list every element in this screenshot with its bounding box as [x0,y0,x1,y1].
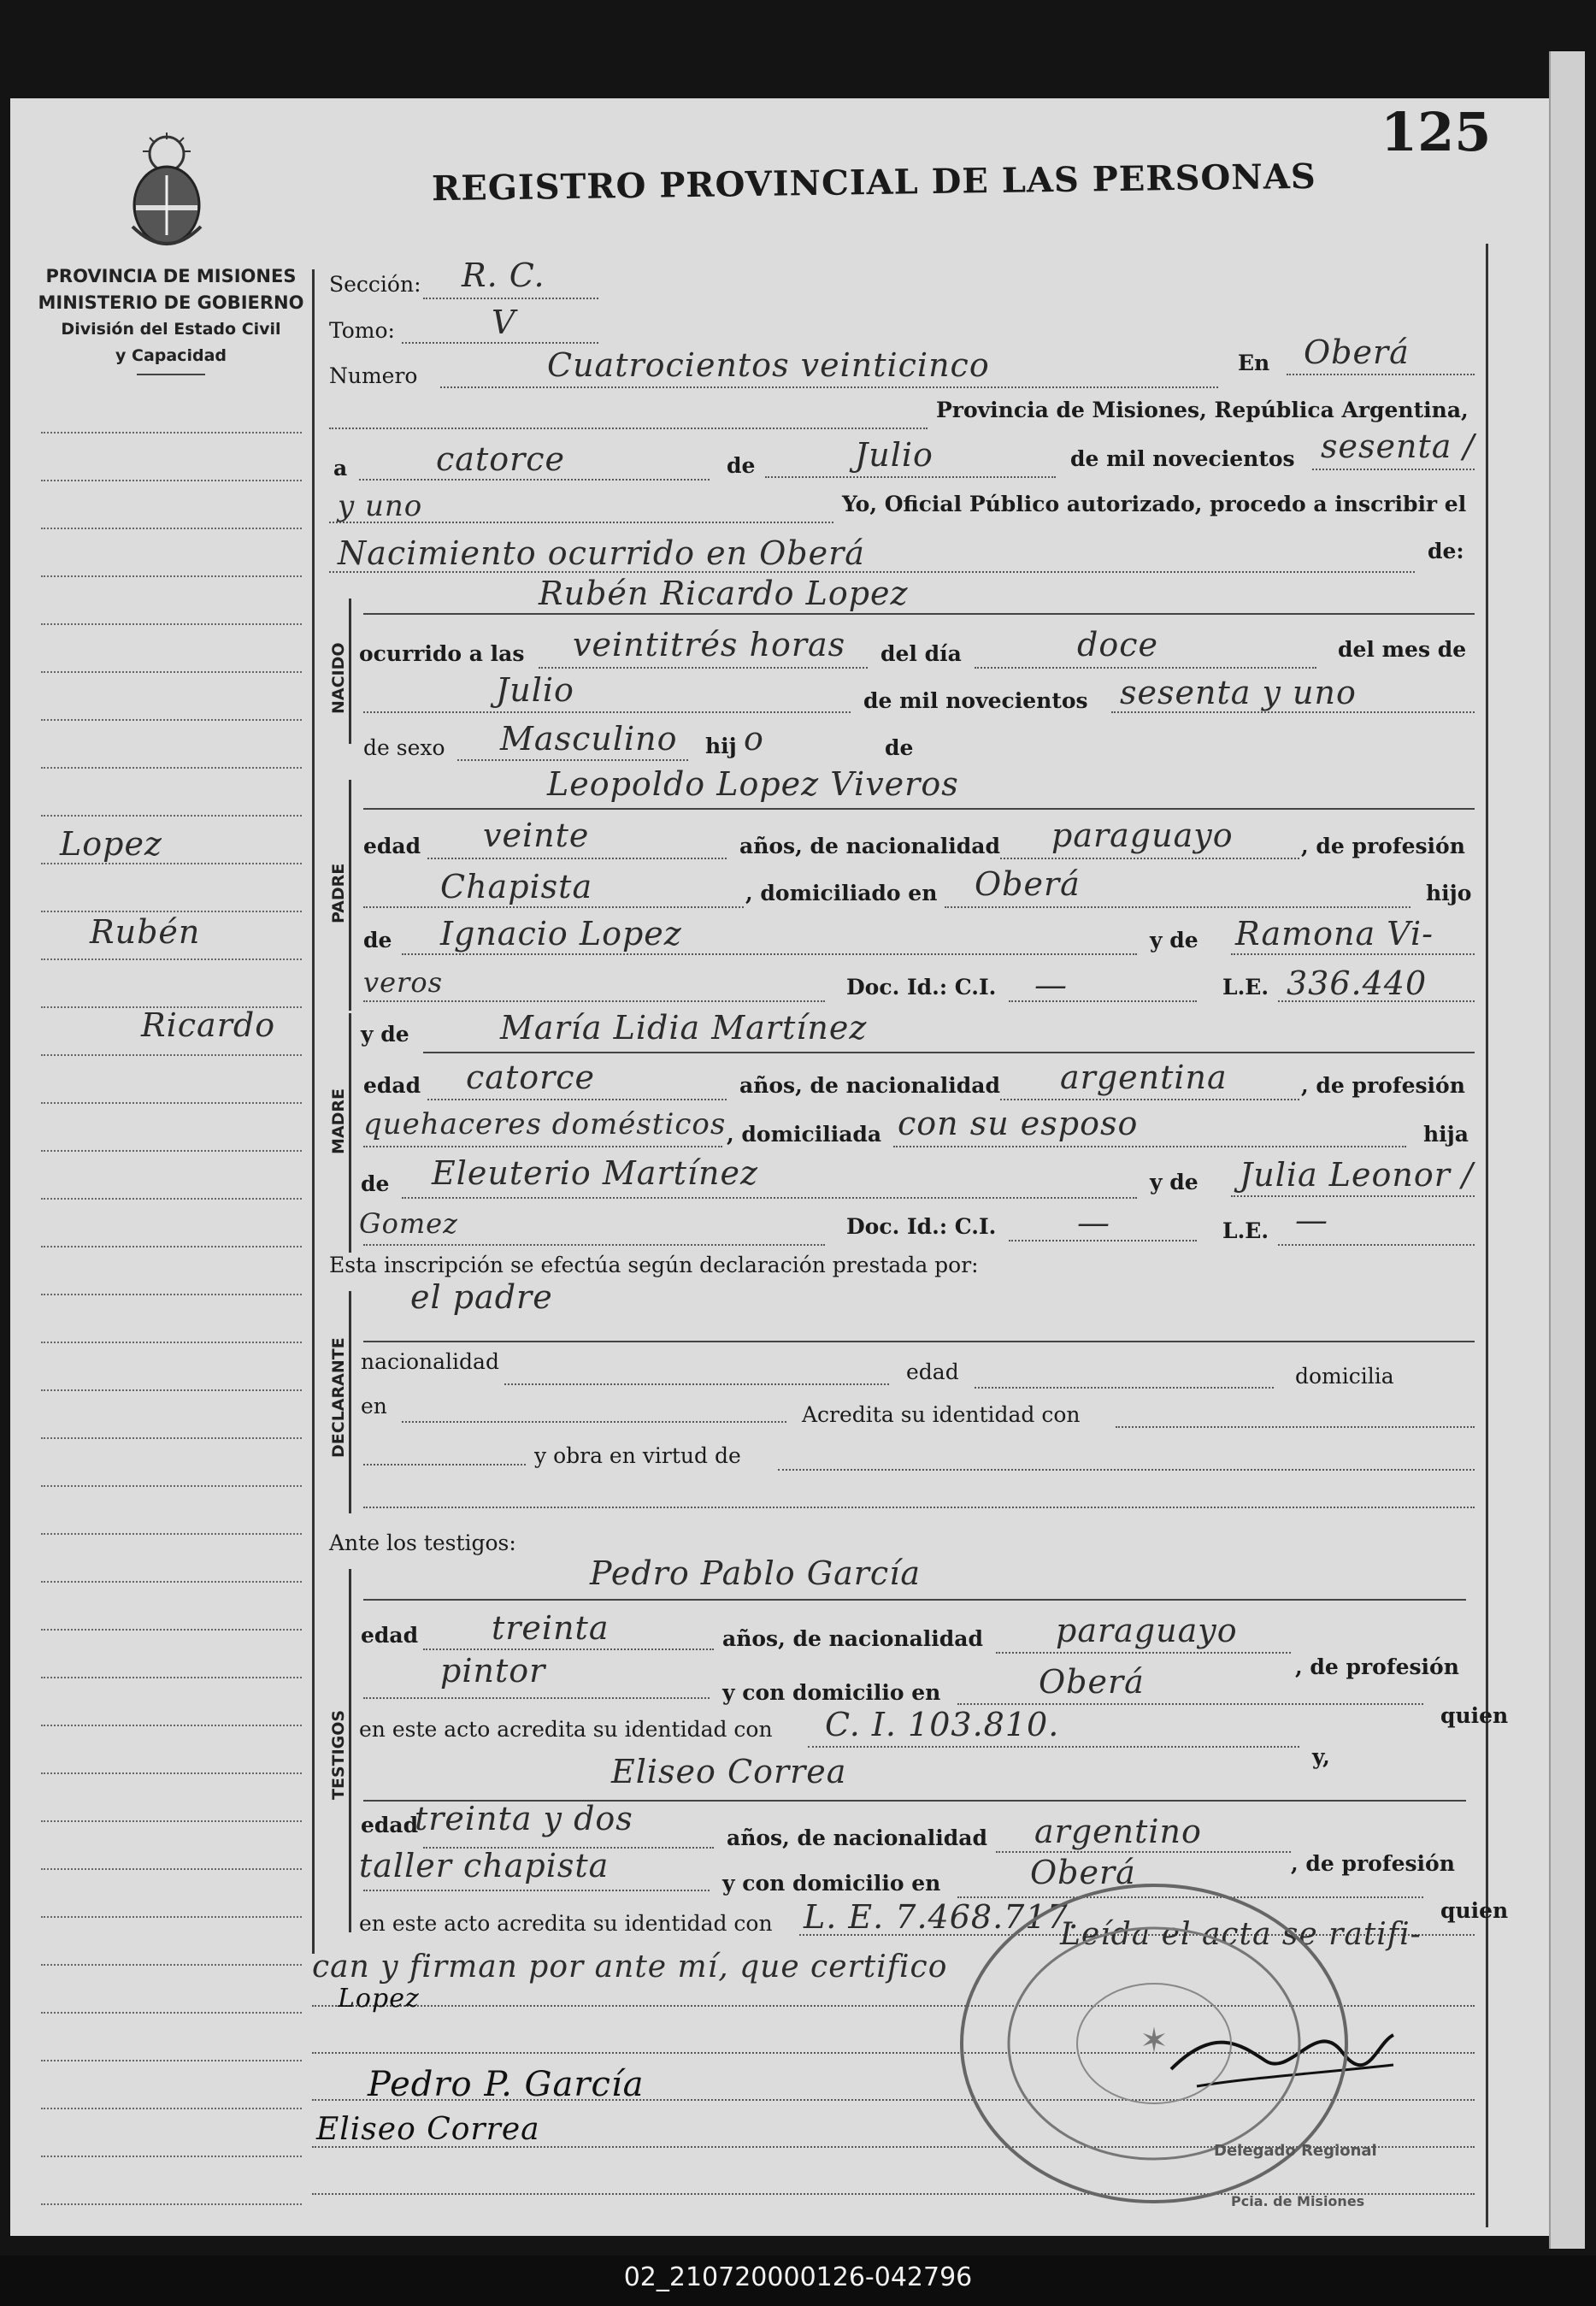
label-tomo: Tomo: [329,318,395,343]
field-line [427,1099,727,1100]
field-line [363,711,851,713]
field-line [423,1648,714,1650]
left-header-line: y Capacidad [115,346,227,365]
hw-madre-madre-b: Gomez [359,1207,458,1240]
hw-padre-madre-b: veros [363,966,443,999]
margin-line [41,1342,302,1343]
coat-of-arms-icon [124,133,209,252]
label-nacionalidad: nacionalidad [361,1349,499,1374]
margin-line [41,623,302,625]
margin-name: Lopez [60,825,162,863]
label-edad-t2: edad [361,1813,419,1837]
field-line [778,1469,1475,1471]
left-header-line: MINISTERIO DE GOBIERNO [38,292,304,313]
field-line [457,759,688,761]
field-line [893,1146,1406,1147]
margin-line [41,1581,302,1583]
hw-madre-nac: argentina [1060,1059,1228,1096]
label-anos-nac-t1: años, de nacionalidad [722,1626,983,1651]
label-numero: Numero [329,363,418,388]
field-line [423,1052,1475,1053]
field-line [1231,1195,1475,1197]
field-line [427,858,727,859]
svg-text:✶: ✶ [1140,2021,1169,2061]
label-testigos: TESTIGOS [329,1709,348,1800]
field-line [363,1507,1475,1508]
page-title: REGISTRO PROVINCIAL DE LAS PERSONAS [431,156,1317,209]
label-del-mes: del mes de [1338,637,1467,662]
hw-t1-doc: C. I. 103.810. [825,1706,1060,1743]
left-header-line: PROVINCIA DE MISIONES [45,266,297,286]
label-acredita: Acredita su identidad con [802,1402,1081,1427]
label-domiciliada: , domiciliada [727,1122,882,1147]
hw-seccion: R. C. [462,257,545,294]
label-yo: Yo, Oficial Público autorizado, procedo a inscribir el [842,492,1467,516]
label-y-de2: y de [361,1022,409,1047]
field-line [363,906,744,908]
divider [137,374,205,375]
hw-padre-dom: Oberá [975,865,1081,903]
label-madre: MADRE [329,1088,348,1154]
field-line [402,953,1137,955]
margin-line [41,719,302,721]
hw-cierre-a: Leída el acta se ratifi- [1060,1917,1422,1952]
section-bar [349,599,351,744]
field-line [808,1746,1299,1748]
hw-hora: veintitrés horas [573,626,846,663]
margin-line [41,815,302,817]
label-nacido: NACIDO [329,642,348,714]
hw-t2-nac: argentino [1034,1813,1202,1850]
margin-line [41,575,302,577]
field-line [504,1383,889,1385]
hw-padre-ci: — [1034,966,1068,1004]
field-line [1312,469,1475,470]
label-edad-m: edad [363,1073,421,1098]
margin-line [41,528,302,529]
signature-witness2: Eliseo Correa [316,2112,540,2147]
hw-testigo1: Pedro Pablo García [590,1554,922,1592]
label-hija: hija [1423,1122,1469,1147]
label-de-colon: de: [1428,539,1464,563]
field-line [423,298,598,299]
label-esta-inscripcion: Esta inscripción se efectúa según declaración prestada por: [329,1253,979,1277]
margin-line [41,432,302,433]
section-bar [349,780,351,1011]
field-line [363,1341,1475,1342]
hw-madre-padre: Eleuterio Martínez [432,1154,759,1192]
label-acredita-t2: en este acto acredita su identidad con [359,1911,773,1936]
label-hijo: hijo [1426,881,1472,905]
hw-t1-nac: paraguayo [1056,1612,1238,1649]
hw-padre-edad: veinte [483,817,590,854]
hw-anio-a: sesenta / [1321,428,1475,465]
label-quien-t2: quien [1440,1898,1509,1923]
field-line [359,479,710,481]
hw-padre-nombre: Leopoldo Lopez Viveros [547,765,959,803]
label-de-m: de [361,1171,390,1196]
hw-cierre-b: can y firman por ante mí, que certifico [312,1949,948,1985]
field-line [402,1421,786,1423]
stamp-line: Pcia. de Misiones [1231,2193,1365,2209]
field-line [363,1697,710,1699]
label-seccion: Sección: [329,272,421,297]
label-de-mil: de mil novecientos [1070,446,1295,471]
field-line [1000,1099,1299,1100]
hw-madre-dom: con su esposo [898,1105,1139,1142]
margin-line [41,863,302,864]
hw-padre-nac: paraguayo [1051,817,1234,854]
field-line [1278,1244,1475,1246]
label-y-de-m: y de [1150,1170,1198,1194]
margin-line [41,958,302,960]
hw-numero: Cuatrocientos veinticinco [547,346,990,384]
margin-line [41,1102,302,1104]
label-anos-nac: años, de nacionalidad [739,834,1000,858]
left-header-line: División del Estado Civil [61,320,281,339]
label-declarante: DECLARANTE [329,1337,348,1458]
page-edge [1549,51,1585,2249]
margin-line [41,2060,302,2061]
label-de-prof-t2: , de profesión [1291,1851,1455,1876]
field-line [765,476,1056,478]
field-line [996,1652,1291,1654]
hw-t1-edad: treinta [492,1609,610,1647]
field-line [1231,953,1475,955]
label-quien-t1: quien [1440,1703,1509,1728]
label-en: En [1238,351,1270,375]
margin-name: Rubén [90,913,201,951]
label-de-sexo: de sexo [363,735,445,760]
label-y-comma: y, [1312,1744,1330,1769]
field-line [996,1851,1291,1853]
label-de: de [727,453,756,478]
field-line [440,386,1218,388]
label-ocurrido: ocurrido a las [359,641,525,666]
hw-madre-ci: — [1077,1204,1110,1241]
label-en-d: en [361,1394,387,1418]
right-border-line [1486,244,1488,2227]
field-line [363,1599,1466,1601]
hw-sexo: Masculino [500,720,678,758]
field-line [363,613,1475,615]
hw-t2-dom: Oberá [1030,1854,1136,1891]
label-de-prof: , de profesión [1301,834,1465,858]
label-edad-d: edad [906,1359,959,1384]
field-line [363,1000,825,1002]
hw-declarante: el padre [410,1278,553,1316]
hw-nombre: Rubén Ricardo Lopez [539,575,909,612]
label-provincia: Provincia de Misiones, República Argentina, [936,398,1469,422]
label-domicilia: domicilia [1295,1364,1394,1389]
hw-madre-le: — [1295,1201,1328,1239]
margin-line [41,911,302,912]
margin-line [41,1677,302,1678]
page-number: 125 [1381,101,1492,163]
margin-line [41,671,302,673]
field-line [1287,374,1475,375]
margin-line [41,1054,302,1056]
margin-line [41,2203,302,2205]
margin-line [41,1294,302,1295]
margin-line [41,2108,302,2109]
field-line [363,1146,722,1147]
left-header [34,263,308,369]
label-le-m: L.E. [1222,1218,1269,1243]
label-doc-id-m: Doc. Id.: C.I. [846,1214,997,1239]
hw-padre-le: 336.440 [1287,964,1428,1002]
hw-madre-nombre: María Lidia Martínez [500,1009,868,1047]
label-ante: Ante los testigos: [329,1530,516,1555]
hw-padre-madre-a: Ramona Vi- [1235,915,1434,952]
signature-father: Lopez [338,1984,420,2014]
hw-mes: Julio [855,436,933,474]
field-line [402,342,598,344]
margin-line [41,1964,302,1966]
hw-dia-nac: doce [1077,626,1158,663]
label-acredita-t1: en este acto acredita su identidad con [359,1717,773,1742]
label-del-dia: del día [880,641,962,666]
margin-line [41,1916,302,1918]
hw-t1-dom: Oberá [1039,1663,1145,1701]
margin-line [41,1389,302,1391]
field-line [1116,1426,1475,1428]
margin-line [41,1198,302,1200]
field-line [945,906,1410,908]
hw-t1-prof: pintor [440,1652,546,1690]
margin-line [41,1868,302,1870]
field-line [363,1890,710,1891]
hw-hij: o [744,720,764,758]
label-padre: PADRE [329,863,348,923]
hw-dia: catorce [436,440,566,478]
label-de-prof-m: , de profesión [1301,1073,1465,1098]
label-le: L.E. [1222,975,1269,1000]
label-doc-id: Doc. Id.: C.I. [846,975,997,1000]
hw-mes-nac: Julio [496,671,574,709]
hw-t2-doc: L. E. 7.468.717. [804,1898,1080,1936]
margin-line [41,1485,302,1487]
hw-t2-prof: taller chapista [359,1847,610,1884]
label-de-mil2: de mil novecientos [863,688,1088,713]
label-anos-nac-m: años, de nacionalidad [739,1073,1000,1098]
label-de3: de [363,928,392,952]
margin-name: Ricardo [141,1006,276,1044]
field-line [975,667,1316,669]
field-line [363,1244,825,1246]
field-line [975,1387,1274,1389]
field-line [402,1197,1137,1199]
margin-line [41,1533,302,1535]
field-line [363,808,1475,810]
label-y-de: y de [1150,928,1198,952]
official-stamp-icon [949,1873,1359,2215]
label-a: a [333,456,348,481]
margin-line [41,1820,302,1822]
margin-line [41,2012,302,2014]
hw-acto: Nacimiento ocurrido en Oberá [338,534,865,572]
label-y-con-dom-t2: y con domicilio en [722,1871,941,1896]
label-y-obra: y obra en virtud de [534,1443,741,1468]
margin-line [41,480,302,481]
hw-anio-nac: sesenta y uno [1120,674,1357,711]
hw-madre-prof: quehaceres domésticos [363,1107,727,1141]
hw-padre-prof: Chapista [440,868,593,905]
label-de-prof-t1: , de profesión [1295,1654,1459,1679]
left-border-line [312,269,315,1954]
label-anos-nac-t2: años, de nacionalidad [727,1825,987,1850]
label-edad-t1: edad [361,1623,419,1648]
hw-t2-edad: treinta y dos [415,1800,633,1837]
field-line [329,571,1415,573]
field-line [329,428,928,429]
label-hij: hij [705,734,737,758]
field-line [957,1703,1423,1705]
section-bar [349,1291,351,1513]
signature-witness1: Pedro P. García [368,2065,645,2104]
margin-line [41,1150,302,1152]
hw-madre-madre-a: Julia Leonor / [1240,1156,1474,1194]
margin-line [41,2156,302,2157]
hw-testigo2: Eliseo Correa [611,1753,847,1790]
margin-line [41,1629,302,1631]
field-line [1111,711,1475,713]
section-bar [349,1013,351,1253]
margin-line [41,1772,302,1774]
hw-madre-edad: catorce [466,1059,596,1096]
section-bar [349,1569,351,1932]
label-edad: edad [363,834,421,858]
field-line [1000,858,1299,859]
footer-id: 02_210720000126-042796 [623,2262,973,2292]
label-y-con-dom-t1: y con domicilio en [722,1680,941,1705]
field-line [363,1464,526,1466]
margin-line [41,1437,302,1439]
label-domiciliado: , domiciliado en [745,881,938,905]
hw-padre-padre: Ignacio Lopez [440,915,682,952]
hw-anio-b: y uno [338,489,423,523]
label-de2: de [885,735,914,760]
margin-line [41,767,302,769]
hw-en: Oberá [1304,333,1410,371]
hw-tomo: V [492,304,516,341]
margin-line [41,1725,302,1726]
margin-line [41,1246,302,1247]
field-line [539,667,868,669]
stamp-line: Delegado Regional [1214,2142,1377,2160]
field-line [329,522,833,523]
